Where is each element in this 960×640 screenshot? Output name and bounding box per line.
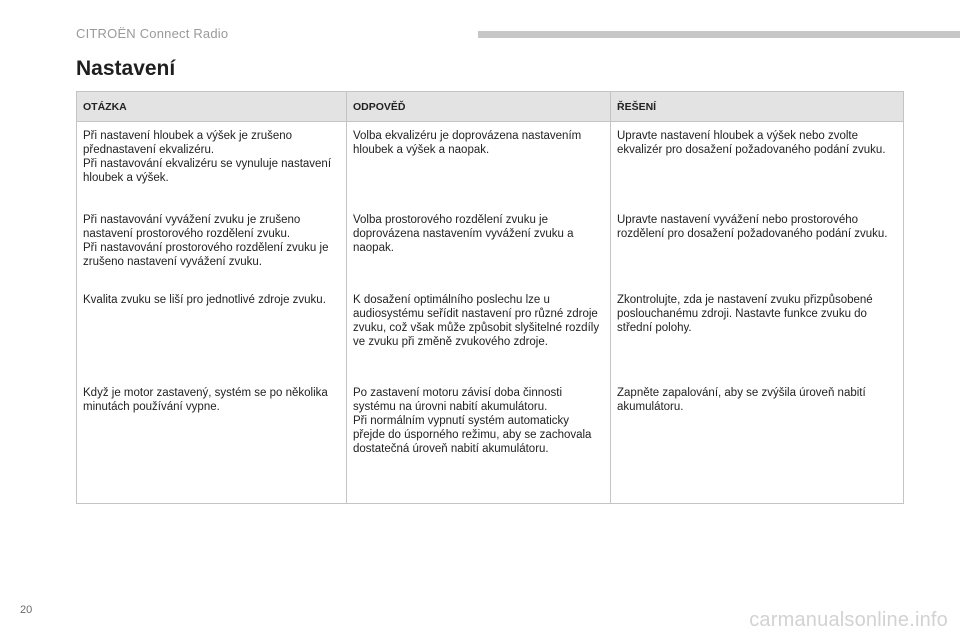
question-text: Když je motor zastavený, systém se po několika minutách používání vypne. (83, 386, 328, 413)
column-header-answer: ODPOVĚĎ (347, 92, 611, 122)
answer-text: Po zastavení motoru závisí doba činnosti systému na úrovni nabití akumulátoru. Při normálním vypnutí systém automaticky přejde do úsporného režimu, aby se zachovala dostatečná úroveň nabití akumulátoru. (353, 386, 592, 455)
table-header-row (77, 92, 904, 122)
answer-text: K dosažení optimálního poslechu lze u audiosystému seřídit nastavení pro různé zdroje zvuku, což však může způsobit slyšitelné rozdíly ve zvuku při změně zvukového zdroje. (353, 293, 600, 348)
solution-text: Zapněte zapalování, aby se zvýšila úroveň nabití akumulátoru. (617, 386, 866, 413)
table-row (77, 286, 904, 379)
solution-cell (611, 122, 904, 206)
table-row (77, 122, 904, 206)
solution-text: Upravte nastavení hloubek a výšek nebo zvolte ekvalizér pro dosažení požadovaného podání zvuku. (617, 130, 886, 156)
page-number: 20 (20, 604, 33, 616)
question-text: Při nastavování vyvážení zvuku je zrušeno nastavení prostorového rozdělení zvuku. Při nastavování prostorového rozdělení zvuku je zrušeno nastavení vyvážení zvuku. (83, 213, 329, 268)
solution-cell (611, 206, 904, 286)
question-cell (77, 379, 347, 504)
answer-cell (347, 206, 611, 286)
question-cell (77, 286, 347, 379)
column-header-solution: ŘEŠENÍ (611, 92, 904, 122)
solution-cell (611, 379, 904, 504)
watermark: carmanualsonline.info (749, 609, 948, 631)
question-cell (77, 122, 347, 206)
question-cell (77, 206, 347, 286)
answer-cell (347, 379, 611, 504)
answer-text: Volba prostorového rozdělení zvuku je doprovázena nastavením vyvážení zvuku a naopak. (353, 213, 574, 254)
table-row (77, 379, 904, 504)
table-row (77, 206, 904, 286)
question-text: Při nastavení hloubek a výšek je zrušeno přednastavení ekvalizéru. Při nastavování ekvalizéru se vynuluje nastavení hloubek a výšek. (83, 130, 332, 184)
question-text: Kvalita zvuku se liší pro jednotlivé zdroje zvuku. (83, 293, 326, 306)
page-title: Nastavení (76, 57, 176, 80)
solution-text: Upravte nastavení vyvážení nebo prostorového rozdělení pro dosažení požadovaného podání zvuku. (617, 213, 888, 240)
troubleshooting-table (76, 91, 904, 504)
column-header-question: OTÁZKA (77, 92, 347, 122)
solution-cell (611, 286, 904, 379)
answer-text: Volba ekvalizéru je doprovázena nastavením hloubek a výšek a naopak. (353, 130, 582, 156)
answer-cell (347, 122, 611, 206)
answer-cell (347, 286, 611, 379)
solution-text: Zkontrolujte, zda je nastavení zvuku přizpůsobené poslouchanému zdroji. Nastavte funkce zvuku do střední polohy. (617, 293, 873, 334)
header-divider-bar (478, 31, 960, 38)
document-header-title: CITROËN Connect Radio (76, 26, 229, 41)
